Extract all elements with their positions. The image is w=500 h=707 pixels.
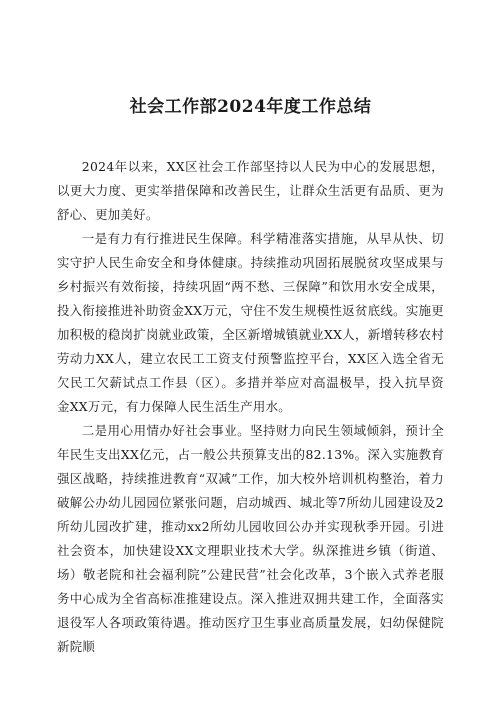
paragraph-intro: 2024年以来，XX区社会工作部坚持以人民为中心的发展思想，以更大力度、更实举措保障和改善民生，让群众生活更有品质、更为舒心、更加美好。 — [57, 159, 444, 222]
paragraph-livelihood-security: 一是有力有行推进民生保障。科学精准落实措施，从早从快、切实守护人民生命安全和身体健康。持续推动巩固拓展脱贫攻坚成果与乡村振兴有效衔接，持续巩固“两不愁、三保障”和饮用水安全成果，投入衔接推进补助资金XX万元，守住不发生规模性返贫底线。实施更加积极的稳岗扩岗就业政策，全区新增城镇就业XX人，新增转移农村劳动力XX人，建立农民工工资支付预警监控平台，XX区入选全省无欠民工欠薪试点工作县（区）。多措并举应对高温极旱，投入抗旱资金XX万元，有力保障人民生活生产用水。 — [57, 231, 444, 414]
document-title: 社会工作部2024年度工作总结 — [129, 97, 372, 117]
paragraph-social-undertakings: 二是用心用情办好社会事业。坚持财力向民生领域倾斜，预计全年民生支出XX亿元，占一般公共预算支出的82.13%。深入实施教育强区战略，持续推进教育“双减”工作，加大校外培训机构整治，着力破解公办幼儿园园位紧张问题，启动城西、城北等7所幼儿园建设及2所幼儿园改扩建，推动xx2所幼儿园收回公办并实现秋季开园。引进社会资本，加快建设XX文理职业技术大学。纵深推进乡镇（街道、场）敬老院和社会福利院”公建民营”社会化改革，3个嵌入式养老服务中心成为全省高标准推建设点。深入推进双拥共建工作，全面落实退役军人各项政策待遇。推动医疗卫生事业高质量发展，妇幼保健院新院顺 — [57, 423, 444, 654]
